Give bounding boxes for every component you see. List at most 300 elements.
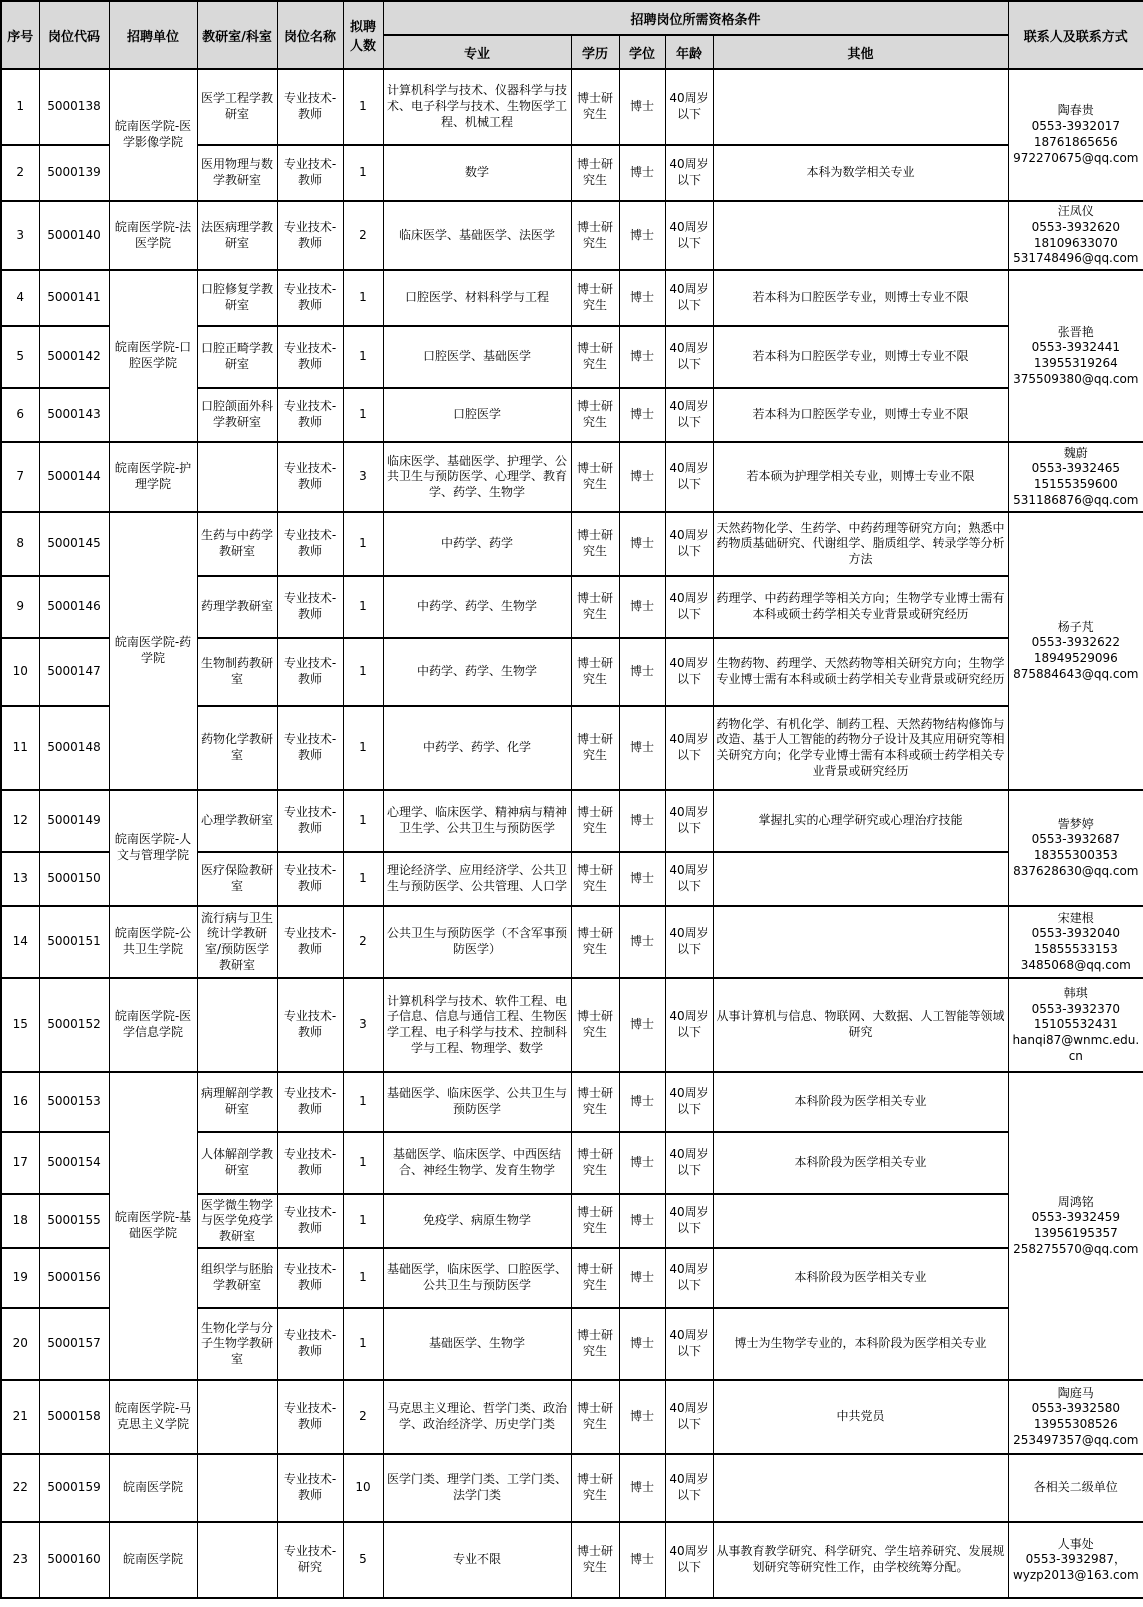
major-cell: 基础医学、临床医学、中西医结合、神经生物学、发育生物学 — [383, 1132, 571, 1194]
other-cell: 本科阶段为医学相关专业 — [713, 1132, 1008, 1194]
other-cell: 药物化学、有机化学、制药工程、天然药物结构修饰与改造、基于人工智能的药物分子设计及其应用研究等相关研究方向；化学专业博士需有本科或硕士药学相关专业背景或研究经历 — [713, 706, 1008, 790]
count-cell: 1 — [343, 326, 383, 388]
position-cell: 专业技术-教师 — [277, 576, 343, 638]
contact-line: 杨子芃 — [1057, 619, 1094, 634]
table-row — [1, 1522, 1143, 1598]
degree-cell: 博士 — [619, 1132, 665, 1194]
degree-cell: 博士 — [619, 270, 665, 326]
count-cell: 2 — [343, 201, 383, 270]
contact-line: 0553-3932580 — [1031, 1401, 1120, 1416]
count-cell: 1 — [343, 638, 383, 706]
position-cell: 专业技术-教师 — [277, 69, 343, 145]
office-cell: 药物化学教研室 — [197, 706, 277, 790]
other-cell: 药理学、中药药理学等相关方向；生物学专业博士需有本科或硕士药学相关专业背景或研究经历 — [713, 576, 1008, 638]
office-cell: 口腔颌面外科学教研室 — [197, 388, 277, 442]
other-cell — [713, 201, 1008, 270]
other-cell: 本科阶段为医学相关专业 — [713, 1248, 1008, 1308]
count-cell: 5 — [343, 1522, 383, 1598]
education-cell: 博士研究生 — [571, 906, 619, 978]
degree-cell: 博士 — [619, 1308, 665, 1380]
education-cell: 博士研究生 — [571, 270, 619, 326]
contact-cell — [1008, 442, 1143, 512]
office-cell: 生物化学与分子生物学教研室 — [197, 1308, 277, 1380]
degree-cell: 博士 — [619, 1522, 665, 1598]
contact-cell — [1008, 1380, 1143, 1454]
other-cell: 从事教育教学研究、科学研究、学生培养研究、发展规划研究等研究性工作，由学校统筹分配。 — [713, 1522, 1008, 1598]
contact-line: 18761865656 — [1033, 135, 1118, 149]
position-cell: 专业技术-教师 — [277, 270, 343, 326]
position-cell: 专业技术-研究 — [277, 1522, 343, 1598]
count-cell: 1 — [343, 852, 383, 906]
table-row — [1, 69, 1143, 145]
major-cell: 中药学、药学、生物学 — [383, 576, 571, 638]
major-cell: 公共卫生与预防医学（不含军事预防医学） — [383, 906, 571, 978]
contact-line: 531186876@qq.com — [1013, 493, 1139, 508]
other-cell: 本科为数学相关专业 — [713, 145, 1008, 201]
degree-cell: 博士 — [619, 201, 665, 270]
header-qualification: 招聘岗位所需资格条件 — [383, 1, 1008, 35]
position-cell: 专业技术-教师 — [277, 145, 343, 201]
major-cell: 基础医学，临床医学、口腔医学、公共卫生与预防医学 — [383, 1248, 571, 1308]
serial-cell: 3 — [1, 201, 39, 270]
office-cell: 生物制药教研室 — [197, 638, 277, 706]
position-cell: 专业技术-教师 — [277, 442, 343, 512]
other-cell — [713, 1454, 1008, 1522]
education-cell: 博士研究生 — [571, 1132, 619, 1194]
serial-cell: 19 — [1, 1248, 39, 1308]
count-cell: 1 — [343, 1132, 383, 1194]
serial-cell: 23 — [1, 1522, 39, 1598]
other-cell: 博士为生物学专业的，本科阶段为医学相关专业 — [713, 1308, 1008, 1380]
other-cell: 若本硕为护理学相关专业，则博士专业不限 — [713, 442, 1008, 512]
serial-cell: 14 — [1, 906, 39, 978]
serial-cell: 5 — [1, 326, 39, 388]
contact-line: 13956195357 — [1033, 1226, 1118, 1241]
count-cell: 1 — [343, 1308, 383, 1380]
education-cell: 博士研究生 — [571, 1522, 619, 1598]
table-row — [1, 442, 1143, 512]
office-cell — [197, 978, 277, 1072]
header-count: 拟聘人数 — [343, 1, 383, 69]
serial-cell: 21 — [1, 1380, 39, 1454]
code-cell: 5000142 — [39, 326, 109, 388]
position-cell: 专业技术-教师 — [277, 1072, 343, 1132]
office-cell — [197, 1380, 277, 1454]
position-cell: 专业技术-教师 — [277, 978, 343, 1072]
code-cell: 5000157 — [39, 1308, 109, 1380]
unit-cell: 皖南医学院-口腔医学院 — [109, 270, 197, 442]
contact-line: 0553-3932441 — [1031, 340, 1120, 355]
age-cell: 40周岁以下 — [665, 512, 713, 576]
age-cell: 40周岁以下 — [665, 1454, 713, 1522]
contact-cell — [1008, 790, 1143, 906]
contact-cell — [1008, 906, 1143, 978]
contact-line: wyzp2013@163.com — [1012, 1568, 1139, 1583]
code-cell: 5000145 — [39, 512, 109, 576]
degree-cell: 博士 — [619, 790, 665, 852]
code-cell: 5000146 — [39, 576, 109, 638]
header-office: 教研室/科室 — [197, 1, 277, 69]
age-cell: 40周岁以下 — [665, 1248, 713, 1308]
position-cell: 专业技术-教师 — [277, 1454, 343, 1522]
major-cell: 中药学、药学、生物学 — [383, 638, 571, 706]
major-cell: 临床医学、基础医学、护理学、公共卫生与预防医学、心理学、教育学、药学、生物学 — [383, 442, 571, 512]
header-serial: 序号 — [1, 1, 39, 69]
education-cell: 博士研究生 — [571, 1248, 619, 1308]
contact-line: 陶庭马 — [1057, 1385, 1094, 1400]
contact-line: 875884643@qq.com — [1013, 667, 1139, 682]
office-cell — [197, 1522, 277, 1598]
contact-line: 0553-3932687 — [1031, 832, 1120, 847]
table-row — [1, 1072, 1143, 1132]
contact-cell — [1008, 1522, 1143, 1598]
education-cell: 博士研究生 — [571, 512, 619, 576]
contact-line: hanqi87@wnmc.edu.cn — [1012, 1033, 1140, 1064]
office-cell: 医疗保险教研室 — [197, 852, 277, 906]
position-cell: 专业技术-教师 — [277, 1308, 343, 1380]
count-cell: 1 — [343, 576, 383, 638]
other-cell: 生物药物、药理学、天然药物等相关研究方向；生物学专业博士需有本科或硕士药学相关专业背景或研究经历 — [713, 638, 1008, 706]
serial-cell: 1 — [1, 69, 39, 145]
age-cell: 40周岁以下 — [665, 270, 713, 326]
count-cell: 3 — [343, 442, 383, 512]
contact-line: 0553-3932620 — [1031, 219, 1120, 234]
count-cell: 1 — [343, 512, 383, 576]
table-row — [1, 978, 1143, 1072]
count-cell: 1 — [343, 1248, 383, 1308]
unit-cell: 皖南医学院-马克思主义学院 — [109, 1380, 197, 1454]
position-cell: 专业技术-教师 — [277, 512, 343, 576]
degree-cell: 博士 — [619, 326, 665, 388]
position-cell: 专业技术-教师 — [277, 201, 343, 270]
count-cell: 2 — [343, 906, 383, 978]
other-cell: 从事计算机与信息、物联网、大数据、人工智能等领域研究 — [713, 978, 1008, 1072]
contact-line: 253497357@qq.com — [1013, 1433, 1139, 1448]
table-header — [1, 1, 1143, 69]
other-cell — [713, 906, 1008, 978]
office-cell: 法医病理学教研室 — [197, 201, 277, 270]
unit-cell: 皖南医学院 — [109, 1454, 197, 1522]
position-cell: 专业技术-教师 — [277, 1194, 343, 1248]
age-cell: 40周岁以下 — [665, 906, 713, 978]
count-cell: 3 — [343, 978, 383, 1072]
serial-cell: 22 — [1, 1454, 39, 1522]
degree-cell: 博士 — [619, 69, 665, 145]
degree-cell: 博士 — [619, 852, 665, 906]
degree-cell: 博士 — [619, 1380, 665, 1454]
office-cell: 人体解剖学教研室 — [197, 1132, 277, 1194]
header-other: 其他 — [713, 35, 1008, 69]
major-cell: 临床医学、基础医学、法医学 — [383, 201, 571, 270]
education-cell: 博士研究生 — [571, 442, 619, 512]
header-contact: 联系人及联系方式 — [1008, 1, 1143, 69]
contact-line: 0553-3932040 — [1031, 926, 1120, 941]
count-cell: 1 — [343, 790, 383, 852]
education-cell: 博士研究生 — [571, 388, 619, 442]
major-cell: 计算机科学与技术、仪器科学与技术、电子科学与技术、生物医学工程、机械工程 — [383, 69, 571, 145]
degree-cell: 博士 — [619, 512, 665, 576]
position-cell: 专业技术-教师 — [277, 1248, 343, 1308]
contact-line: 3485068@qq.com — [1020, 958, 1131, 973]
degree-cell: 博士 — [619, 145, 665, 201]
contact-line: 韩琪 — [1063, 985, 1088, 1000]
unit-cell: 皖南医学院-医学信息学院 — [109, 978, 197, 1072]
table-body — [1, 69, 1143, 1598]
education-cell: 博士研究生 — [571, 790, 619, 852]
code-cell: 5000141 — [39, 270, 109, 326]
serial-cell: 20 — [1, 1308, 39, 1380]
contact-line: 周鸿铭 — [1057, 1194, 1094, 1209]
degree-cell: 博士 — [619, 638, 665, 706]
contact-line: 0553-3932987， — [1025, 1552, 1126, 1567]
code-cell: 5000152 — [39, 978, 109, 1072]
contact-line: 0553-3932622 — [1031, 635, 1120, 650]
unit-cell: 皖南医学院-公共卫生学院 — [109, 906, 197, 978]
major-cell: 口腔医学 — [383, 388, 571, 442]
count-cell: 1 — [343, 69, 383, 145]
contact-cell — [1008, 512, 1143, 790]
other-cell: 中共党员 — [713, 1380, 1008, 1454]
count-cell: 1 — [343, 1072, 383, 1132]
code-cell: 5000138 — [39, 69, 109, 145]
header-code: 岗位代码 — [39, 1, 109, 69]
major-cell: 数学 — [383, 145, 571, 201]
degree-cell: 博士 — [619, 1072, 665, 1132]
contact-cell — [1008, 270, 1143, 442]
office-cell — [197, 1454, 277, 1522]
other-cell: 掌握扎实的心理学研究或心理治疗技能 — [713, 790, 1008, 852]
age-cell: 40周岁以下 — [665, 1072, 713, 1132]
contact-line: 13955308526 — [1033, 1417, 1118, 1432]
degree-cell: 博士 — [619, 1248, 665, 1308]
table-row — [1, 1380, 1143, 1454]
count-cell: 1 — [343, 388, 383, 442]
contact-line: 人事处 — [1057, 1536, 1094, 1551]
age-cell: 40周岁以下 — [665, 388, 713, 442]
office-cell: 医用物理与数学教研室 — [197, 145, 277, 201]
age-cell: 40周岁以下 — [665, 69, 713, 145]
position-cell: 专业技术-教师 — [277, 852, 343, 906]
contact-line: 汪凤仪 — [1057, 204, 1094, 218]
age-cell: 40周岁以下 — [665, 1380, 713, 1454]
contact-line: 15105532431 — [1033, 1017, 1118, 1032]
position-cell: 专业技术-教师 — [277, 326, 343, 388]
serial-cell: 7 — [1, 442, 39, 512]
serial-cell: 11 — [1, 706, 39, 790]
contact-line: 15855533153 — [1033, 942, 1118, 957]
contact-line: 18109633070 — [1033, 235, 1118, 250]
table-row — [1, 790, 1143, 852]
serial-cell: 17 — [1, 1132, 39, 1194]
count-cell: 1 — [343, 706, 383, 790]
education-cell: 博士研究生 — [571, 1454, 619, 1522]
contact-line: 375509380@qq.com — [1013, 372, 1139, 387]
education-cell: 博士研究生 — [571, 978, 619, 1072]
count-cell: 1 — [343, 1194, 383, 1248]
other-cell — [713, 69, 1008, 145]
contact-line: 531748496@qq.com — [1013, 251, 1139, 266]
education-cell: 博士研究生 — [571, 1380, 619, 1454]
contact-line: 宋建根 — [1057, 910, 1094, 925]
code-cell: 5000153 — [39, 1072, 109, 1132]
contact-line: 各相关二级单位 — [1033, 1480, 1118, 1495]
count-cell: 2 — [343, 1380, 383, 1454]
degree-cell: 博士 — [619, 442, 665, 512]
contact-line: 18949529096 — [1033, 651, 1118, 666]
count-cell: 10 — [343, 1454, 383, 1522]
contact-line: 972270675@qq.com — [1013, 150, 1139, 165]
serial-cell: 9 — [1, 576, 39, 638]
position-cell: 专业技术-教师 — [277, 388, 343, 442]
education-cell: 博士研究生 — [571, 145, 619, 201]
code-cell: 5000140 — [39, 201, 109, 270]
age-cell: 40周岁以下 — [665, 145, 713, 201]
office-cell: 口腔修复学教研室 — [197, 270, 277, 326]
unit-cell: 皖南医学院-护理学院 — [109, 442, 197, 512]
code-cell: 5000139 — [39, 145, 109, 201]
office-cell: 药理学教研室 — [197, 576, 277, 638]
unit-cell: 皖南医学院-人文与管理学院 — [109, 790, 197, 906]
office-cell: 口腔正畸学教研室 — [197, 326, 277, 388]
table-row — [1, 1454, 1143, 1522]
other-cell — [713, 1194, 1008, 1248]
unit-cell: 皖南医学院 — [109, 1522, 197, 1598]
education-cell: 博士研究生 — [571, 638, 619, 706]
office-cell: 流行病与卫生统计学教研室/预防医学教研室 — [197, 906, 277, 978]
code-cell: 5000156 — [39, 1248, 109, 1308]
education-cell: 博士研究生 — [571, 1194, 619, 1248]
header-major: 专业 — [383, 35, 571, 69]
unit-cell: 皖南医学院-法医学院 — [109, 201, 197, 270]
contact-line: 13955319264 — [1033, 356, 1118, 371]
education-cell: 博士研究生 — [571, 1308, 619, 1380]
age-cell: 40周岁以下 — [665, 1132, 713, 1194]
office-cell: 生药与中药学教研室 — [197, 512, 277, 576]
other-cell: 本科阶段为医学相关专业 — [713, 1072, 1008, 1132]
contact-line: 0553-3932465 — [1031, 461, 1120, 476]
serial-cell: 2 — [1, 145, 39, 201]
major-cell: 专业不限 — [383, 1522, 571, 1598]
header-education: 学历 — [571, 35, 619, 69]
degree-cell: 博士 — [619, 706, 665, 790]
major-cell: 心理学、临床医学、精神病与精神卫生学、公共卫生与预防医学 — [383, 790, 571, 852]
count-cell: 1 — [343, 270, 383, 326]
code-cell: 5000148 — [39, 706, 109, 790]
major-cell: 中药学、药学、化学 — [383, 706, 571, 790]
degree-cell: 博士 — [619, 1194, 665, 1248]
age-cell: 40周岁以下 — [665, 706, 713, 790]
serial-cell: 13 — [1, 852, 39, 906]
education-cell: 博士研究生 — [571, 706, 619, 790]
position-cell: 专业技术-教师 — [277, 906, 343, 978]
degree-cell: 博士 — [619, 906, 665, 978]
other-cell: 若本科为口腔医学专业，则博士专业不限 — [713, 270, 1008, 326]
position-cell: 专业技术-教师 — [277, 706, 343, 790]
serial-cell: 16 — [1, 1072, 39, 1132]
age-cell: 40周岁以下 — [665, 442, 713, 512]
age-cell: 40周岁以下 — [665, 790, 713, 852]
contact-cell — [1008, 201, 1143, 270]
serial-cell: 10 — [1, 638, 39, 706]
table-row — [1, 270, 1143, 326]
serial-cell: 4 — [1, 270, 39, 326]
contact-cell — [1008, 978, 1143, 1072]
contact-line: 837628630@qq.com — [1013, 864, 1139, 879]
education-cell: 博士研究生 — [571, 576, 619, 638]
education-cell: 博士研究生 — [571, 326, 619, 388]
unit-cell: 皖南医学院-药学院 — [109, 512, 197, 790]
code-cell: 5000155 — [39, 1194, 109, 1248]
contact-line: 15155359600 — [1033, 477, 1118, 492]
major-cell: 免疫学、病原生物学 — [383, 1194, 571, 1248]
code-cell: 5000154 — [39, 1132, 109, 1194]
header-degree: 学位 — [619, 35, 665, 69]
age-cell: 40周岁以下 — [665, 1194, 713, 1248]
major-cell: 计算机科学与技术、软件工程、电子信息、信息与通信工程、生物医学工程、电子科学与技术、控制科学与工程、物理学、数学 — [383, 978, 571, 1072]
age-cell: 40周岁以下 — [665, 852, 713, 906]
count-cell: 1 — [343, 145, 383, 201]
contact-line: 0553-3932370 — [1031, 1001, 1120, 1016]
office-cell: 病理解剖学教研室 — [197, 1072, 277, 1132]
office-cell: 医学微生物学与医学免疫学教研室 — [197, 1194, 277, 1248]
contact-cell — [1008, 1072, 1143, 1380]
major-cell: 基础医学、生物学 — [383, 1308, 571, 1380]
age-cell: 40周岁以下 — [665, 201, 713, 270]
table-row — [1, 201, 1143, 270]
major-cell: 口腔医学、基础医学 — [383, 326, 571, 388]
major-cell: 口腔医学、材料科学与工程 — [383, 270, 571, 326]
code-cell: 5000150 — [39, 852, 109, 906]
other-cell: 若本科为口腔医学专业，则博士专业不限 — [713, 326, 1008, 388]
code-cell: 5000159 — [39, 1454, 109, 1522]
serial-cell: 18 — [1, 1194, 39, 1248]
serial-cell: 6 — [1, 388, 39, 442]
age-cell: 40周岁以下 — [665, 1522, 713, 1598]
other-cell: 天然药物化学、生药学、中药药理等研究方向；熟悉中药物质基础研究、代谢组学、脂质组学、转录学等分析方法 — [713, 512, 1008, 576]
position-cell: 专业技术-教师 — [277, 1132, 343, 1194]
serial-cell: 15 — [1, 978, 39, 1072]
header-position: 岗位名称 — [277, 1, 343, 69]
degree-cell: 博士 — [619, 1454, 665, 1522]
code-cell: 5000147 — [39, 638, 109, 706]
code-cell: 5000143 — [39, 388, 109, 442]
major-cell: 医学门类、理学门类、工学门类、法学门类 — [383, 1454, 571, 1522]
position-cell: 专业技术-教师 — [277, 638, 343, 706]
code-cell: 5000149 — [39, 790, 109, 852]
code-cell: 5000160 — [39, 1522, 109, 1598]
unit-cell: 皖南医学院-基础医学院 — [109, 1072, 197, 1380]
age-cell: 40周岁以下 — [665, 638, 713, 706]
office-cell — [197, 442, 277, 512]
age-cell: 40周岁以下 — [665, 576, 713, 638]
office-cell: 医学工程学教研室 — [197, 69, 277, 145]
contact-line: 訾梦婷 — [1057, 816, 1094, 831]
position-cell: 专业技术-教师 — [277, 790, 343, 852]
serial-cell: 8 — [1, 512, 39, 576]
other-cell: 若本科为口腔医学专业，则博士专业不限 — [713, 388, 1008, 442]
unit-cell: 皖南医学院-医学影像学院 — [109, 69, 197, 201]
degree-cell: 博士 — [619, 978, 665, 1072]
contact-line: 0553-3932459 — [1031, 1210, 1120, 1225]
contact-line: 258275570@qq.com — [1013, 1242, 1139, 1257]
office-cell: 组织学与胚胎学教研室 — [197, 1248, 277, 1308]
contact-cell — [1008, 69, 1143, 201]
education-cell: 博士研究生 — [571, 201, 619, 270]
education-cell: 博士研究生 — [571, 1072, 619, 1132]
table-row — [1, 512, 1143, 576]
table-row — [1, 906, 1143, 978]
degree-cell: 博士 — [619, 388, 665, 442]
